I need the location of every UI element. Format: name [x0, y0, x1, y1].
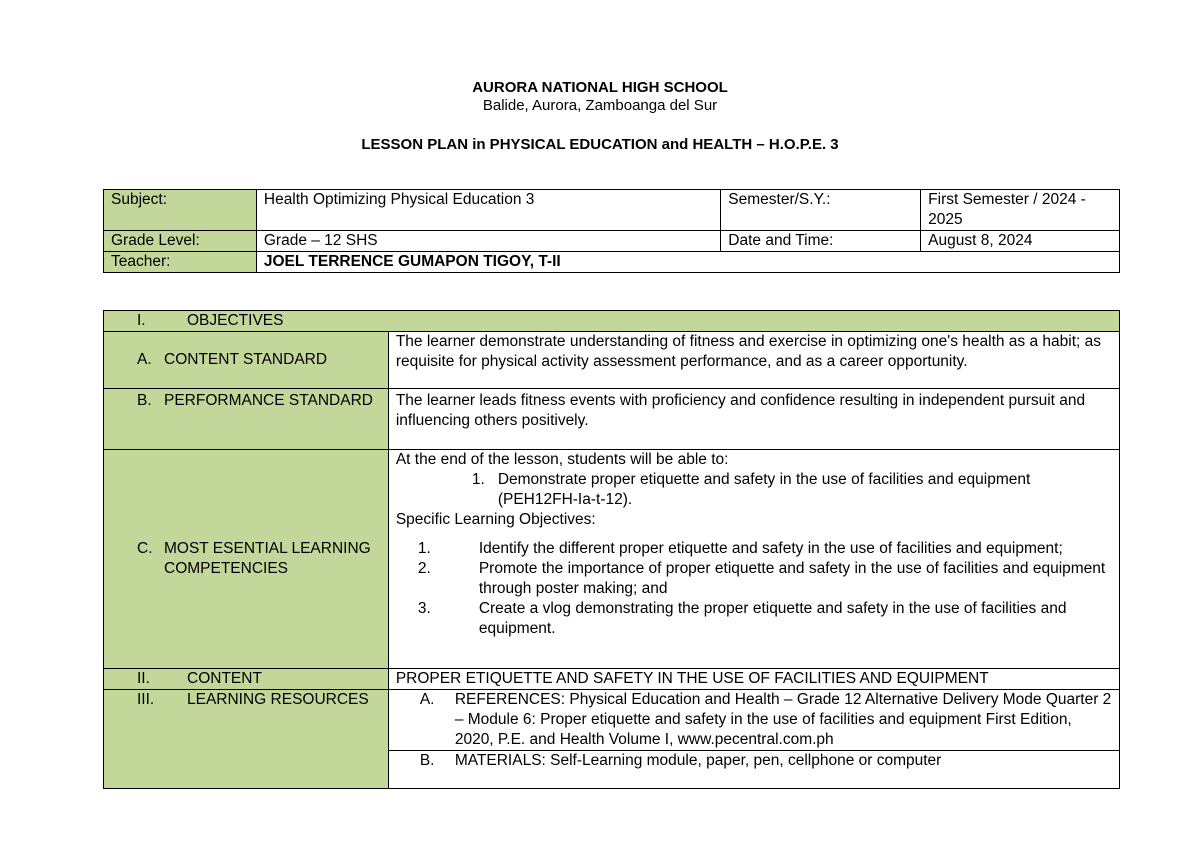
references-item: A. REFERENCES: Physical Education and Health – Grade 12 Alternative Delivery Mode Quarter 2 – Module 6: Proper etiquette and safety in the use of facilities and equipment First Edition, 2020, P.E. and Health Volume I, www.pecentral.com.ph	[419, 691, 1112, 748]
resources-label: LEARNING RESOURCES	[187, 691, 369, 708]
specific-objective-item: 3. Create a vlog demonstrating the proper etiquette and safety in the use of facilities and equipment.	[417, 600, 1067, 637]
performance-standard-mark: B.	[137, 392, 152, 409]
resources-number: III.	[137, 691, 155, 708]
teacher-label: Teacher:	[104, 252, 257, 273]
document-header	[0, 78, 1200, 115]
objectives-row	[104, 311, 1120, 332]
lesson-plan-table	[103, 310, 1120, 789]
content-standard-mark: A.	[137, 351, 152, 368]
grade-value: Grade – 12 SHS	[256, 231, 720, 252]
resources-row	[104, 690, 1120, 751]
lesson-plan-title: LESSON PLAN in PHYSICAL EDUCATION and HEALTH – H.O.P.E. 3	[361, 136, 839, 153]
content-label: CONTENT	[187, 670, 262, 687]
subject-value: Health Optimizing Physical Education 3	[256, 190, 720, 231]
objectives-number: I.	[137, 312, 146, 329]
content-standard-row	[104, 332, 1120, 389]
objectives-heading: OBJECTIVES	[187, 312, 284, 329]
content-standard-text: The learner demonstrate understanding of fitness and exercise in optimizing one's health as a habit; as requisite for physical activity assessment performance, and as a career opportunity.	[388, 332, 1119, 389]
specific-objectives-label: Specific Learning Objectives:	[395, 511, 596, 528]
specific-objective-item: 1. Identify the different proper etiquette and safety in the use of facilities and equipment;	[417, 540, 1063, 557]
competencies-label: MOST ESENTIAL LEARNING COMPETENCIES	[164, 540, 371, 577]
content-text: PROPER ETIQUETTE AND SAFETY IN THE USE OF FACILITIES AND EQUIPMENT	[388, 669, 1119, 690]
competency-item: 1. Demonstrate proper etiquette and safety in the use of facilities and equipment (PEH12FH-Ia-t-12).	[471, 471, 1031, 508]
teacher-value: JOEL TERRENCE GUMAPON TIGOY, T-II	[256, 252, 1119, 273]
materials-item: B. MATERIALS: Self-Learning module, paper, pen, cellphone or computer	[419, 752, 942, 769]
performance-standard-label: PERFORMANCE STANDARD	[164, 392, 373, 409]
competencies-cell	[388, 450, 1119, 669]
subject-label: Subject:	[104, 190, 257, 231]
competencies-mark: C.	[137, 540, 153, 557]
competencies-row	[104, 450, 1120, 669]
info-table	[103, 189, 1120, 273]
content-standard-label: CONTENT STANDARD	[164, 351, 328, 368]
semester-label: Semester/S.Y.:	[721, 190, 921, 231]
content-number: II.	[137, 670, 150, 687]
performance-standard-text: The learner leads fitness events with proficiency and confidence resulting in independent pursuit and influencing others positively.	[395, 392, 1086, 429]
grade-label: Grade Level:	[104, 231, 257, 252]
date-value: August 8, 2024	[921, 231, 1120, 252]
semester-value: First Semester / 2024 - 2025	[921, 190, 1120, 231]
date-label: Date and Time:	[721, 231, 921, 252]
school-name: AURORA NATIONAL HIGH SCHOOL	[472, 79, 728, 96]
content-row	[104, 669, 1120, 690]
school-address: Balide, Aurora, Zamboanga del Sur	[482, 97, 718, 114]
performance-standard-row	[104, 389, 1120, 450]
competencies-intro: At the end of the lesson, students will be able to:	[395, 451, 729, 468]
specific-objective-item: 2. Promote the importance of proper etiquette and safety in the use of facilities and equipment through poster making; and	[417, 560, 1106, 597]
